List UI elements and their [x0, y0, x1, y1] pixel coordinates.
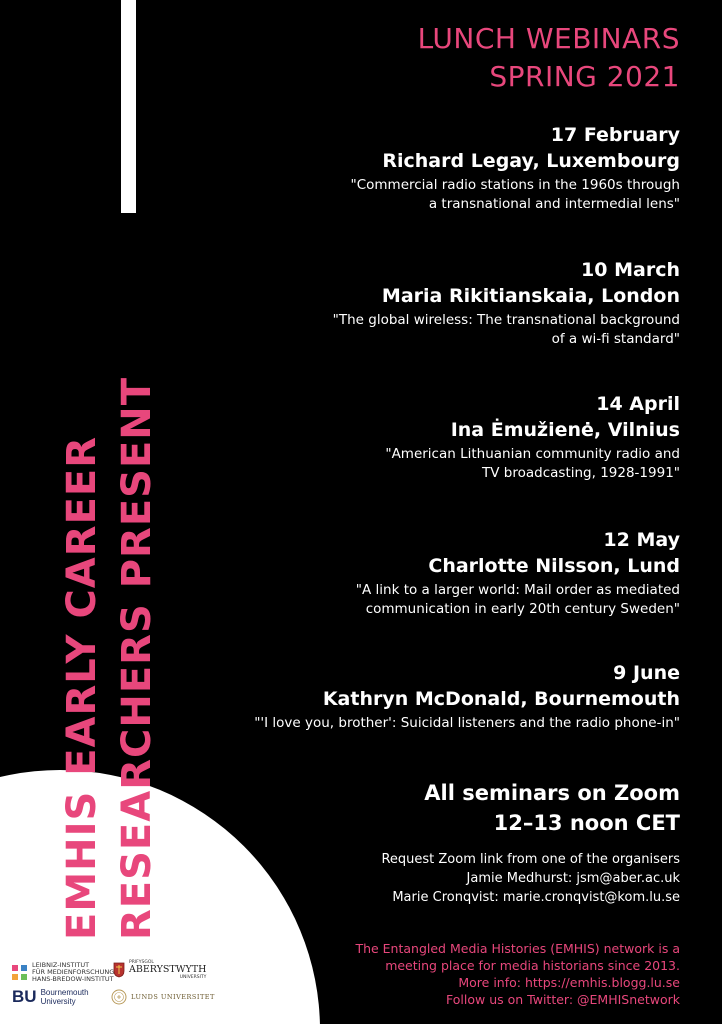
footer-link[interactable]: More info: https://emhis.blogg.lu.se — [458, 975, 680, 990]
event-item — [240, 527, 680, 619]
footer-line: meeting place for media historians since 2013. — [385, 958, 680, 973]
event-item — [240, 257, 680, 349]
logo-text: ABERYSTWYTH — [129, 964, 207, 975]
event-speaker: Ina Ėmužienė, Vilnius — [450, 419, 680, 441]
event-title-line: "Commercial radio stations in the 1960s through — [350, 177, 680, 193]
event-title-line: "American Lithuanian community radio and — [385, 446, 680, 462]
header-line-1: LUNCH WEBINARS — [417, 22, 680, 55]
logo-text: LEIBNIZ-INSTITUT — [32, 961, 90, 969]
event-title — [240, 581, 680, 619]
aberystwyth-logo — [113, 960, 206, 980]
event-date: 9 June — [613, 662, 680, 684]
leibniz-mark-icon — [12, 965, 28, 981]
footer-link[interactable]: Follow us on Twitter: @EMHISnetwork — [446, 992, 680, 1007]
bu-mark-icon: BU — [12, 987, 37, 1006]
crest-icon — [113, 962, 125, 978]
event-title-line: a transnational and intermedial lens" — [428, 196, 680, 212]
logo-text: PRIFYSGOL — [129, 960, 154, 965]
vertical-title-line-1: EMHIS EARLY CAREER — [59, 435, 105, 940]
event-title-line: communication in early 20th century Sweden" — [365, 601, 680, 617]
zoom-line-2: 12–13 noon CET — [493, 811, 680, 835]
lund-logo — [111, 989, 215, 1005]
logo-text: FÜR MEDIENFORSCHUNG — [32, 968, 115, 976]
event-title — [240, 714, 680, 733]
contact-link[interactable]: Marie Cronqvist: marie.cronqvist@kom.lu.se — [392, 890, 680, 905]
decorative-white-circle — [0, 770, 320, 1024]
event-date: 14 April — [596, 393, 680, 415]
event-title-line: of a wi-fi standard" — [551, 331, 680, 347]
event-item — [240, 660, 680, 733]
logo-text: Bournemouth — [40, 988, 89, 997]
event-speaker: Maria Rikitianskaia, London — [381, 285, 680, 307]
event-title-line: "A link to a larger world: Mail order as mediated — [355, 582, 680, 598]
event-title — [240, 311, 680, 349]
event-date: 17 February — [550, 124, 680, 146]
contacts — [381, 850, 680, 907]
aberystwyth-text — [129, 960, 206, 980]
decorative-white-bar — [121, 0, 136, 213]
contacts-request: Request Zoom link from one of the organisers — [381, 852, 680, 867]
zoom-line-1: All seminars on Zoom — [424, 781, 680, 805]
logo-text: HANS-BREDOW-INSTITUT — [32, 975, 114, 983]
event-speaker: Kathryn McDonald, Bournemouth — [322, 688, 680, 710]
logo-text: LUNDS UNIVERSITET — [131, 992, 215, 1001]
logo-text: UNIVERSITY — [179, 975, 207, 980]
event-title-line: "The global wireless: The transnational background — [332, 312, 680, 328]
event-title — [240, 176, 680, 214]
vertical-title-line-2: RESEARCHERS PRESENT — [114, 376, 160, 940]
logo-text: University — [40, 997, 76, 1006]
zoom-info — [424, 778, 680, 838]
event-title — [240, 445, 680, 483]
event-title-line: TV broadcasting, 1928-1991" — [482, 465, 680, 481]
bournemouth-text — [41, 988, 89, 1006]
event-title-line: "'I love you, brother': Suicidal listeners and the radio phone-in" — [254, 715, 680, 731]
leibniz-text — [32, 962, 114, 983]
header-line-2: SPRING 2021 — [489, 60, 680, 93]
bournemouth-logo — [12, 988, 89, 1006]
page-title — [418, 20, 680, 96]
event-item — [240, 122, 680, 214]
event-speaker: Richard Legay, Luxembourg — [382, 150, 680, 172]
leibniz-logo — [12, 962, 114, 983]
seal-icon — [111, 989, 127, 1005]
event-date: 10 March — [581, 259, 680, 281]
contact-link[interactable]: Jamie Medhurst: jsm@aber.ac.uk — [466, 871, 680, 886]
event-item — [240, 391, 680, 483]
footer-note — [355, 940, 680, 1008]
event-date: 12 May — [603, 529, 680, 551]
event-speaker: Charlotte Nilsson, Lund — [428, 555, 680, 577]
footer-line: The Entangled Media Histories (EMHIS) network is a — [355, 941, 680, 956]
